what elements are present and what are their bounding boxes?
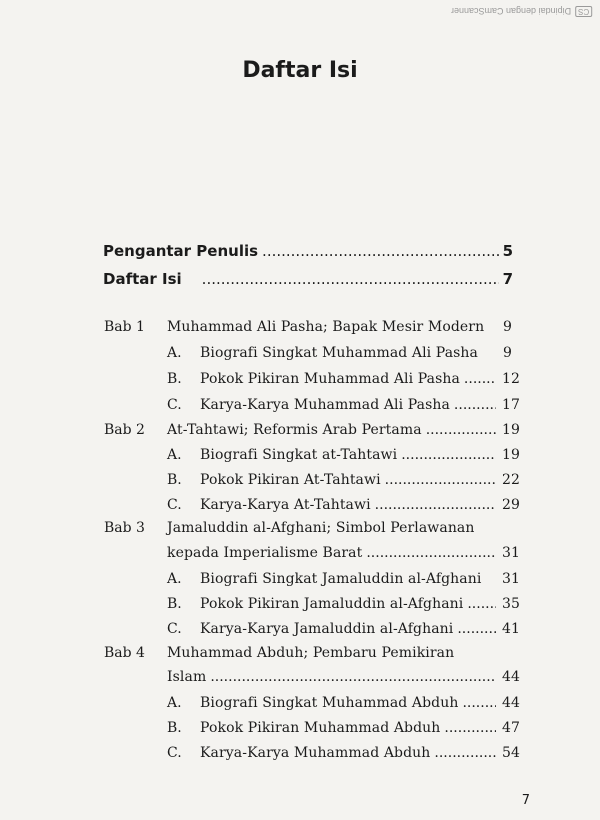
subsection-letter: C. (167, 497, 182, 513)
chapter-page: 31 (501, 545, 520, 561)
chapter-label: Bab 4 (104, 645, 145, 661)
subsection-letter: B. (167, 596, 182, 612)
subsection-entry[interactable] (200, 621, 520, 637)
leader-dots (467, 596, 496, 612)
leader-dots (401, 447, 496, 463)
subsection-page: 12 (501, 371, 520, 387)
page-number: 7 (521, 793, 530, 808)
toc-entry-daftar-isi[interactable] (103, 270, 513, 288)
chapter-label: Bab 3 (104, 520, 145, 536)
chapter-entry[interactable] (167, 319, 512, 335)
subsection-page: 35 (501, 596, 520, 612)
chapter-title-line1[interactable] (167, 645, 520, 661)
subsection-page: 41 (501, 621, 520, 637)
chapter-entry[interactable] (167, 422, 520, 438)
subsection-title: Biografi Singkat Muhammad Abduh (200, 695, 459, 711)
chapter-entry[interactable] (167, 545, 520, 561)
chapter-label: Bab 1 (104, 319, 145, 335)
subsection-title: Pokok Pikiran Muhammad Ali Pasha (200, 371, 460, 387)
scanner-watermark (451, 6, 592, 17)
chapter-title: Muhammad Abduh; Pembaru Pemikiran (167, 645, 455, 661)
subsection-page: 19 (501, 447, 520, 463)
subsection-title: Karya-Karya Muhammad Ali Pasha (200, 397, 450, 413)
subsection-title: Karya-Karya At-Tahtawi (200, 497, 371, 513)
leader-dots (262, 242, 499, 260)
subsection-letter: C. (167, 397, 182, 413)
subsection-page: 47 (501, 720, 520, 736)
chapter-page: 19 (501, 422, 520, 438)
toc-entry-page: 5 (502, 242, 513, 260)
subsection-title: Biografi Singkat at-Tahtawi (200, 447, 398, 463)
leader-dots (457, 621, 496, 637)
subsection-entry[interactable] (200, 447, 520, 463)
subsection-letter: B. (167, 720, 182, 736)
subsection-entry[interactable] (200, 596, 520, 612)
subsection-title: Karya-Karya Jamaluddin al-Afghani (200, 621, 454, 637)
subsection-entry[interactable] (200, 497, 520, 513)
subsection-title: Biografi Singkat Jamaluddin al-Afghani (200, 571, 482, 587)
leader-dots (210, 669, 496, 685)
chapter-page: 44 (501, 669, 520, 685)
chapter-title: At-Tahtawi; Reformis Arab Pertama (167, 422, 422, 438)
subsection-page: 9 (502, 345, 512, 361)
leader-dots (454, 397, 496, 413)
chapter-title-continued: kepada Imperialisme Barat (167, 545, 363, 561)
subsection-title: Pokok Pikiran Muhammad Abduh (200, 720, 441, 736)
chapter-title: Jamaluddin al-Afghani; Simbol Perlawanan (167, 520, 475, 536)
chapter-title-continued: Islam (167, 669, 207, 685)
toc-entry-pengantar[interactable] (103, 242, 513, 260)
subsection-entry[interactable] (200, 571, 520, 587)
subsection-entry[interactable] (200, 397, 520, 413)
subsection-entry[interactable] (200, 472, 520, 488)
leader-dots (426, 422, 496, 438)
subsection-title: Biografi Singkat Muhammad Ali Pasha (200, 345, 478, 361)
page-title: Daftar Isi (242, 58, 358, 83)
subsection-title: Pokok Pikiran Jamaluddin al-Afghani (200, 596, 464, 612)
leader-dots (375, 497, 496, 513)
subsection-page: 22 (501, 472, 520, 488)
subsection-page: 29 (501, 497, 520, 513)
toc-entry-label: Pengantar Penulis (103, 242, 259, 260)
toc-entry-label: Daftar Isi (103, 270, 182, 288)
subsection-entry[interactable] (200, 345, 512, 361)
chapter-entry[interactable] (167, 669, 520, 685)
leader-dots (202, 270, 499, 288)
chapter-page: 9 (502, 319, 512, 335)
leader-dots (462, 695, 496, 711)
subsection-letter: C. (167, 745, 182, 761)
chapter-label: Bab 2 (104, 422, 145, 438)
toc-entry-page: 7 (502, 270, 513, 288)
leader-dots (464, 371, 496, 387)
subsection-letter: B. (167, 371, 182, 387)
chapter-title: Muhammad Ali Pasha; Bapak Mesir Modern (167, 319, 485, 335)
subsection-entry[interactable] (200, 695, 520, 711)
subsection-page: 17 (501, 397, 520, 413)
subsection-entry[interactable] (200, 745, 520, 761)
subsection-letter: A. (167, 345, 182, 361)
subsection-title: Karya-Karya Muhammad Abduh (200, 745, 431, 761)
subsection-letter: A. (167, 695, 182, 711)
subsection-entry[interactable] (200, 720, 520, 736)
chapter-title-line1[interactable] (167, 520, 520, 536)
leader-dots (444, 720, 496, 736)
subsection-title: Pokok Pikiran At-Tahtawi (200, 472, 381, 488)
camscanner-badge: CS (575, 6, 592, 17)
leader-dots (385, 472, 496, 488)
subsection-page: 44 (501, 695, 520, 711)
leader-dots (366, 545, 496, 561)
watermark-text: Dipindai dengan CamScanner (450, 6, 571, 17)
subsection-page: 31 (501, 571, 520, 587)
subsection-letter: B. (167, 472, 182, 488)
subsection-entry[interactable] (200, 371, 520, 387)
subsection-letter: C. (167, 621, 182, 637)
subsection-letter: A. (167, 571, 182, 587)
subsection-page: 54 (501, 745, 520, 761)
subsection-letter: A. (167, 447, 182, 463)
leader-dots (434, 745, 496, 761)
